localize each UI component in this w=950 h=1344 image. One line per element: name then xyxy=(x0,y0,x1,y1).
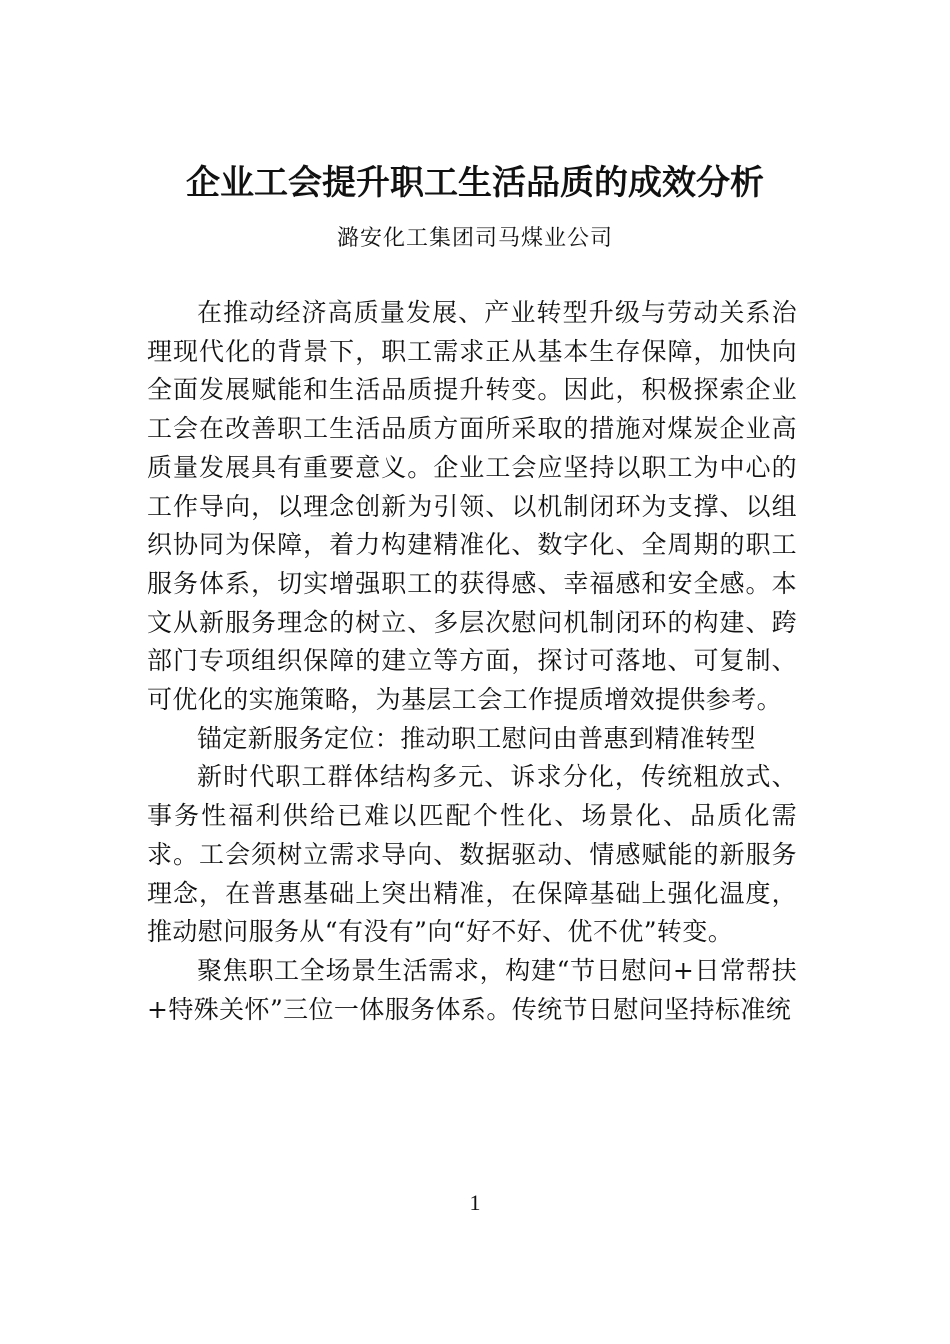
section-heading: 锚定新服务定位：推动职工慰问由普惠到精准转型 xyxy=(197,723,756,753)
document-title: 企业工会提升职工生活品质的成效分析 xyxy=(186,163,764,203)
document-author: 潞安化工集团司马煤业公司 xyxy=(336,226,613,251)
page-number: 1 xyxy=(469,1190,481,1215)
intro-paragraph: 在推动经济高质量发展、产业转型升级与劳动关系治理现代化的背景下，职工需求正从基本生存保障，加快向全面发展赋能和生活品质提升转变。因此，积极探索企业工会在改善职工生活品质方面所采取的措施对煤炭企业高质量发展具有重要意义。企业工会应坚持以职工为中心的工作导向，以理念创新为引领、以机制闭环为支撑、以组织协同为保障，着力构建精准化、数字化、全周期的职工服务体系，切实增强职工的获得感、幸福感和安全感。本文从新服务理念的树立、多层次慰问机制闭环的构建、跨部门专项组织保障的建立等方面，探讨可落地、可复制、可优化的实施策略，为基层工会工作提质增效提供参考。 xyxy=(147,298,797,715)
document-body xyxy=(147,294,797,1029)
body-paragraph: 新时代职工群体结构多元、诉求分化，传统粗放式、事务性福利供给已难以匹配个性化、场景化、品质化需求。工会须树立需求导向、数据驱动、情感赋能的新服务理念，在普惠基础上突出精准，在保障基础上强化温度，推动慰问服务从“有没有”向“好不好、优不优”转变。 xyxy=(147,762,797,947)
body-paragraph: 聚焦职工全场景生活需求，构建“节日慰问+日常帮扶+特殊关怀”三位一体服务体系。传统节日慰问坚持标准统 xyxy=(147,955,797,1024)
